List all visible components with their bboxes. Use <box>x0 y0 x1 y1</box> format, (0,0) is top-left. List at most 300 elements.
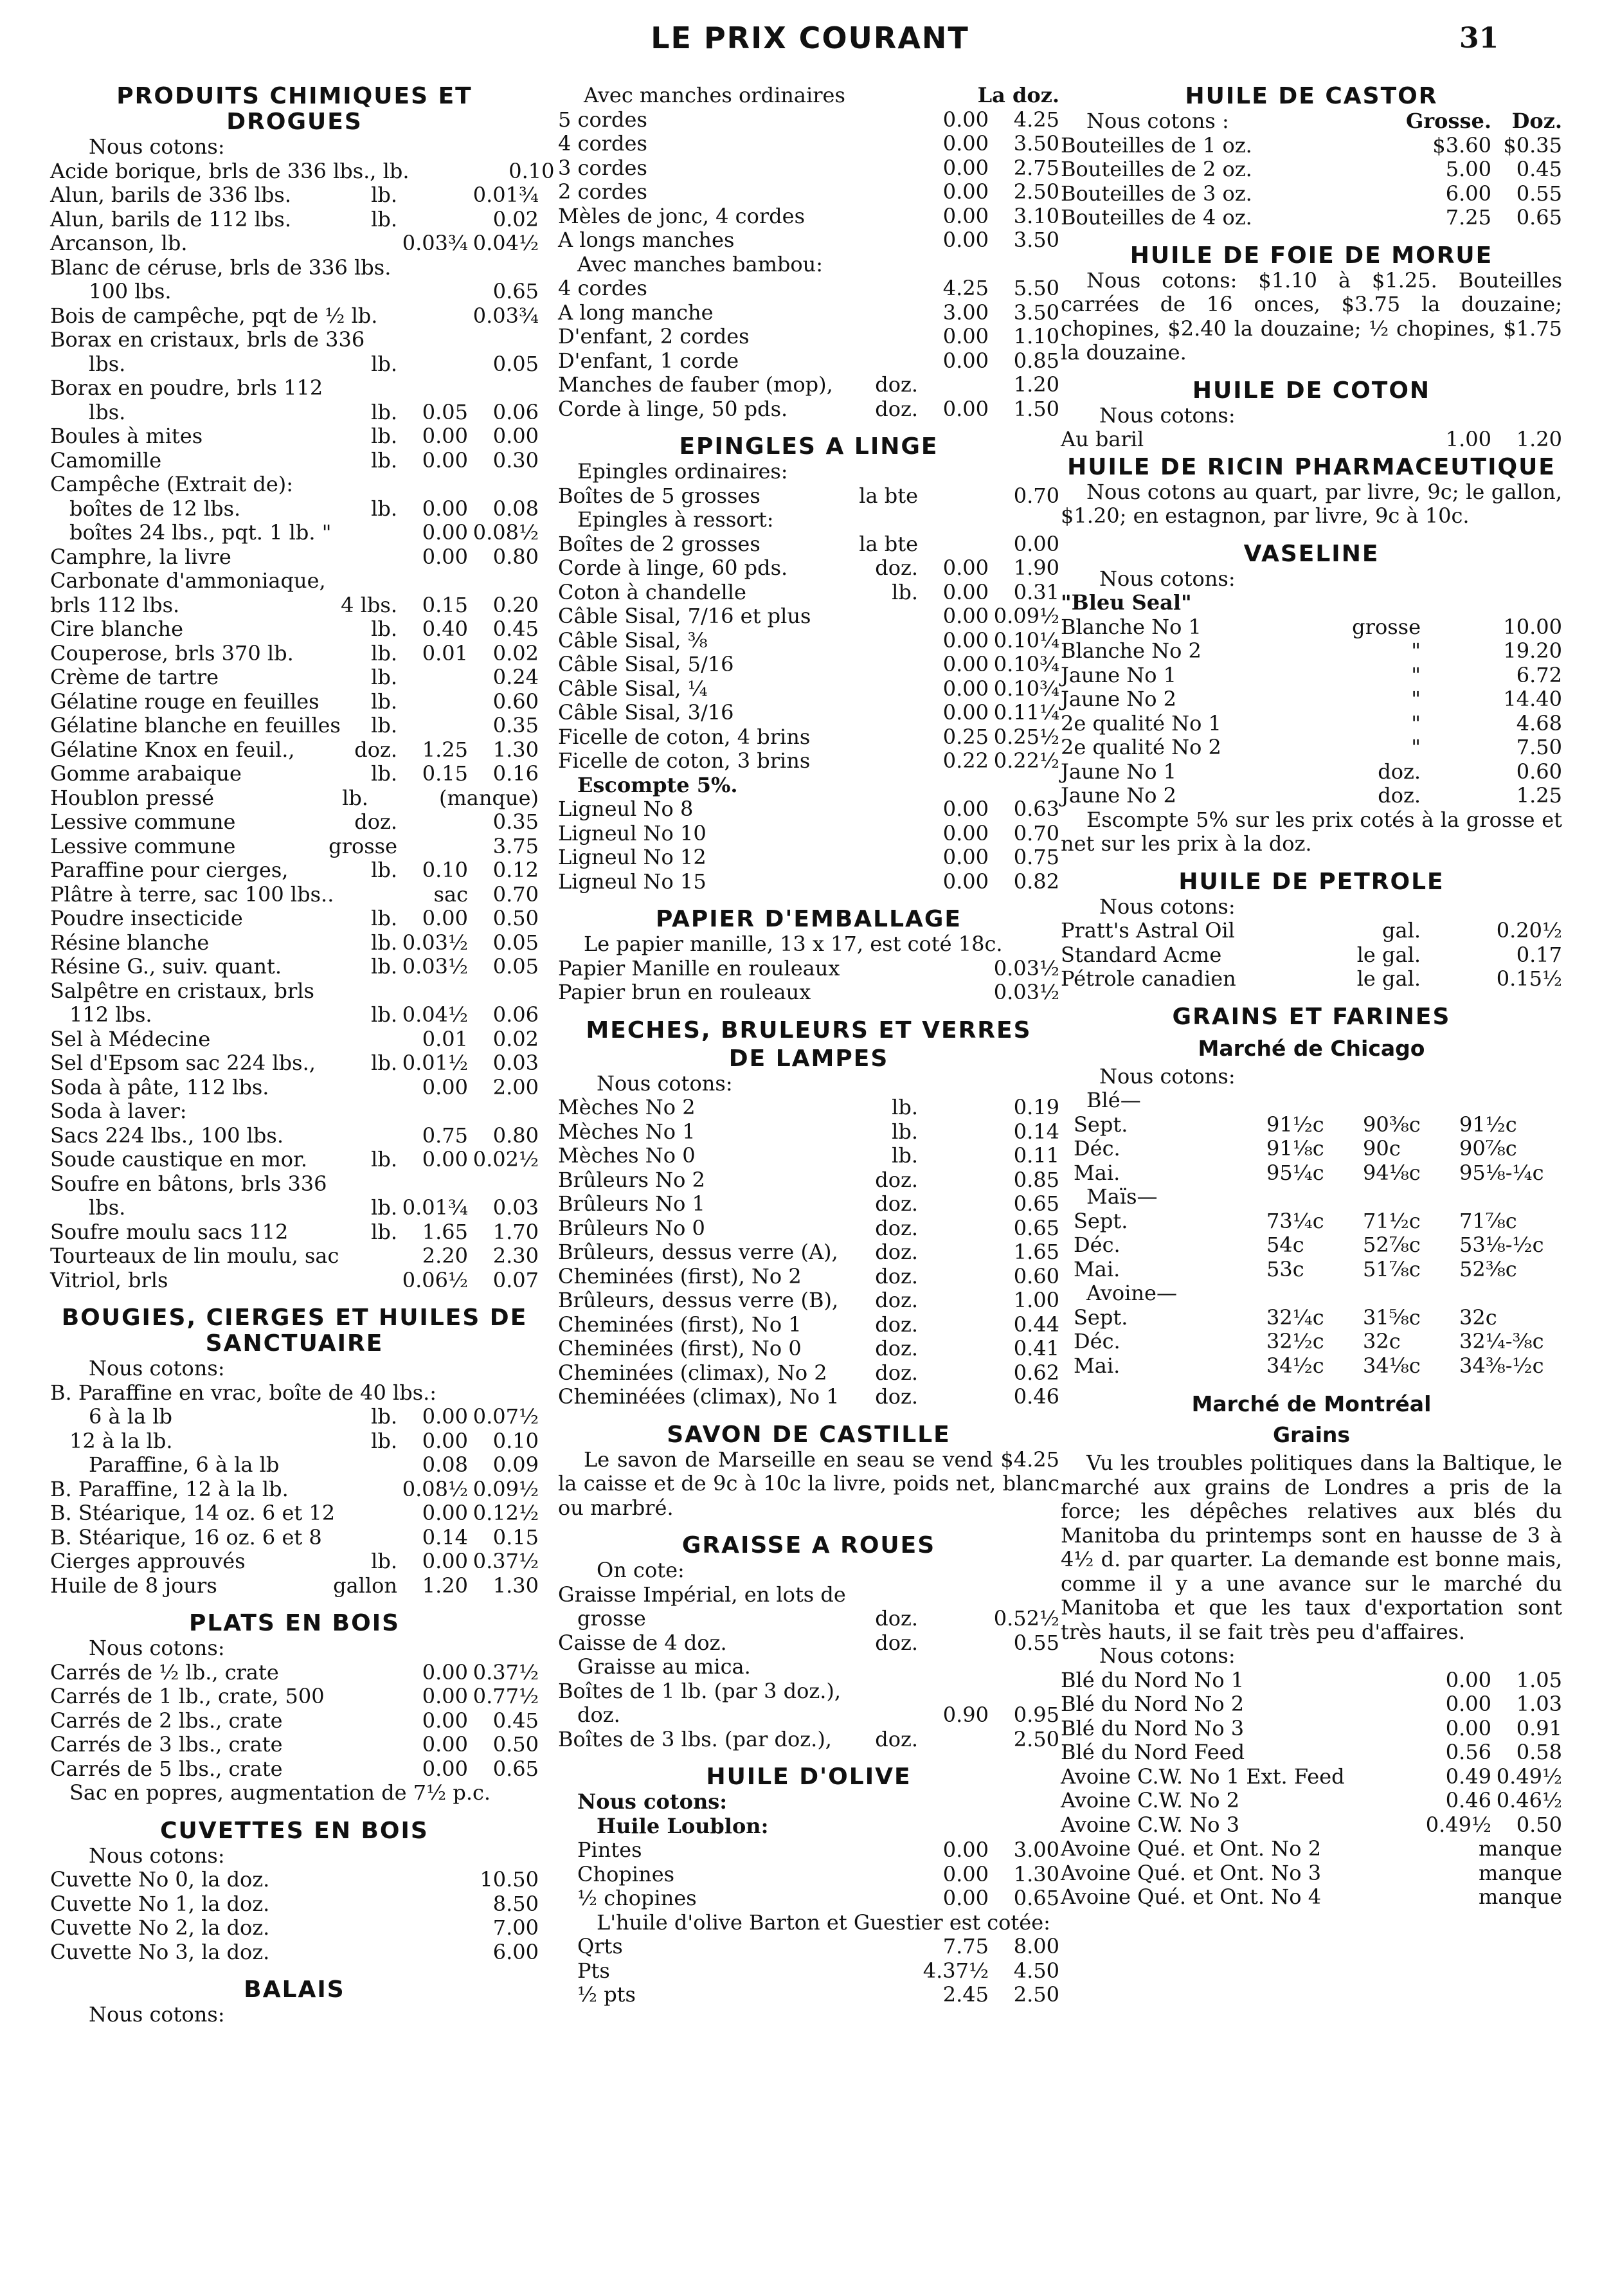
price-row <box>50 931 539 955</box>
price-high: 0.00 <box>492 424 539 448</box>
section-intro: Nous cotons: <box>89 2002 225 2027</box>
price-row <box>50 1916 539 1940</box>
price-list <box>1061 615 1562 808</box>
price-row <box>50 1220 539 1245</box>
price-close: 32¼-⅜c <box>1459 1329 1544 1353</box>
price-high: 0.24 <box>492 665 539 689</box>
price-close: 95⅛-¼c <box>1459 1160 1544 1185</box>
price-row <box>558 1959 1059 1984</box>
price-row <box>1061 736 1562 760</box>
price-low <box>1408 1861 1479 1886</box>
price-row <box>558 1703 1059 1728</box>
price-row <box>50 401 539 425</box>
item-name: Brûleurs No 2 <box>558 1167 705 1192</box>
price-low <box>918 1790 989 1814</box>
price-low <box>918 1120 989 1144</box>
item-name: Poudre insecticide <box>50 906 243 930</box>
price-high: 0.45 <box>1516 157 1562 181</box>
grain-row <box>1061 1113 1562 1137</box>
item-name: Avoine C.W. No 1 Ext. Feed <box>1061 1764 1345 1789</box>
item-unit: lb. <box>371 1051 397 1075</box>
price-row <box>558 156 1059 181</box>
price-row <box>1061 919 1562 943</box>
price-high: 0.49½ <box>1496 1764 1562 1789</box>
price-low <box>1408 1885 1479 1910</box>
item-name: 2 cordes <box>558 179 647 204</box>
item-name: Sacs 224 lbs., 100 lbs. <box>50 1123 284 1148</box>
price-row <box>558 132 1059 156</box>
price-row <box>558 508 1059 532</box>
price-low <box>1421 967 1491 991</box>
price-row <box>558 797 1059 822</box>
price-close: 52⅜c <box>1459 1256 1517 1281</box>
item-unit: " <box>1411 687 1421 711</box>
price-low: 0.00 <box>942 628 989 653</box>
item-unit: le gal. <box>1356 942 1421 967</box>
item-unit: lb. <box>371 906 397 930</box>
item-unit: lb. <box>371 351 397 376</box>
item-name: Cire blanche <box>50 617 183 641</box>
price-low: 0.00 <box>942 228 989 252</box>
item-unit: lb. <box>371 640 397 665</box>
price-low: 0.46 <box>1445 1788 1491 1812</box>
price-low: 71½c <box>1363 1208 1421 1233</box>
item-unit: " <box>1411 638 1421 663</box>
item-name: Pintes <box>577 1838 642 1862</box>
price-row <box>50 955 539 979</box>
grain-row <box>1061 1330 1562 1354</box>
price-row <box>50 352 539 377</box>
price-high: 0.06 <box>492 1002 539 1027</box>
price-low: 0.00 <box>422 906 468 930</box>
price-row <box>50 593 539 618</box>
price-high: 1.70 <box>492 1219 539 1244</box>
item-name: Epingles à ressort: <box>577 507 774 532</box>
price-low <box>918 1240 989 1265</box>
section-intro: Nous cotons: <box>89 134 225 159</box>
price-row <box>50 1381 539 1406</box>
item-name: Brûleurs, dessus verre (A), <box>558 1240 838 1264</box>
item-name: Carbonate d'ammoniaque, <box>50 568 326 593</box>
item-name: Blé du Nord Feed <box>1061 1740 1245 1764</box>
item-name: Vitriol, brls <box>50 1267 168 1292</box>
price-high: 0.35 <box>492 713 539 737</box>
item-name: D'enfant, 2 cordes <box>558 324 750 348</box>
section-title: GRAINS ET FARINES <box>1172 1003 1451 1030</box>
item-unit: doz. <box>1378 783 1421 808</box>
price-list <box>558 460 1059 894</box>
price-low: 0.06½ <box>402 1267 468 1292</box>
item-name: Gélatine Knox en feuil., <box>50 737 295 762</box>
item-name: 3 cordes <box>558 155 647 180</box>
price-row <box>1061 639 1562 664</box>
price-row <box>558 397 1059 422</box>
price-high: 10.50 <box>480 1867 539 1892</box>
price-low <box>918 1288 989 1313</box>
price-row <box>50 1526 539 1550</box>
price-high: 1.30 <box>492 1573 539 1598</box>
item-name: Camphre, la livre <box>50 544 231 569</box>
item-unit: doz. <box>875 1167 918 1192</box>
price-high: 0.45 <box>492 617 539 641</box>
price-high: 0.03½ <box>993 980 1059 1004</box>
price-low: 52⅞c <box>1363 1233 1421 1257</box>
price-high: 0.52½ <box>993 1606 1059 1631</box>
price-row <box>558 325 1059 349</box>
price-low: 0.00 <box>422 1708 468 1733</box>
price-row <box>50 979 539 1004</box>
price-high: 0.02½ <box>473 1147 539 1171</box>
item-name: Papier brun en rouleaux <box>558 980 811 1004</box>
item-unit: lb. <box>371 447 397 473</box>
item-name: Soda à laver: <box>50 1099 187 1123</box>
price-low: 0.00 <box>942 1861 989 1886</box>
section-text: Le savon de Marseille en seau se vend $4.25 la caisse et de 9c à 10c la livre, poids net, blanc ou marbré. <box>558 1447 1059 1520</box>
price-row <box>50 883 539 907</box>
price-low: 0.00 <box>942 348 989 373</box>
price-low <box>368 786 439 811</box>
price-close: 53⅛-½c <box>1459 1233 1544 1257</box>
price-list <box>1061 428 1562 452</box>
item-name: boîtes 24 lbs., pqt. 1 lb. " <box>69 520 332 545</box>
price-low <box>1238 1089 1334 1113</box>
item-unit: lb. <box>371 713 397 737</box>
price-low: 31⅝c <box>1363 1305 1421 1330</box>
price-high <box>989 773 1059 798</box>
item-name: Cheminées (first), No 0 <box>558 1336 802 1360</box>
market-subtitle: Grains <box>1272 1422 1351 1447</box>
price-row <box>1061 615 1562 640</box>
price-low: 90c <box>1363 1136 1401 1161</box>
price-row <box>50 1892 539 1917</box>
price-open <box>1141 1089 1238 1113</box>
price-low: 0.00 <box>942 869 989 894</box>
price-list <box>558 957 1059 1005</box>
item-name: Gomme arabaique <box>50 761 242 786</box>
price-high: (manque) <box>438 785 539 810</box>
price-high: 0.80 <box>492 544 539 569</box>
price-high: 0.37½ <box>473 1659 539 1685</box>
price-high: 0.00 <box>1013 531 1059 556</box>
price-high: 0.60 <box>1516 759 1562 784</box>
price-low <box>413 159 484 184</box>
grain-row <box>1061 1354 1562 1379</box>
section-intro: Nous cotons: <box>89 1636 225 1660</box>
item-unit: doz. <box>875 1240 918 1264</box>
price-high: 1.30 <box>492 737 539 762</box>
item-name: Blanche No 2 <box>1061 638 1202 663</box>
price-row <box>50 569 539 593</box>
item-name: Boîtes de 2 grosses <box>558 531 760 556</box>
price-low: 5.00 <box>1445 157 1491 181</box>
price-row <box>50 208 539 232</box>
price-high <box>989 1814 1059 1839</box>
item-name: Bouteilles de 3 oz. <box>1061 181 1252 206</box>
price-low: 1.25 <box>422 737 468 762</box>
price-high: 10.00 <box>1503 614 1562 639</box>
price-row <box>558 1096 1059 1120</box>
item-name: Jaune No 1 <box>1061 759 1177 784</box>
price-row <box>558 349 1059 374</box>
item-name: Lessive commune <box>50 809 236 834</box>
price-open: 53c <box>1266 1256 1304 1281</box>
price-low: 1.20 <box>422 1573 468 1598</box>
price-low: 0.04½ <box>402 1002 468 1027</box>
item-name: brls 112 lbs. <box>50 592 180 617</box>
price-low <box>918 508 989 532</box>
item-name: Cierges approuvés <box>50 1549 246 1573</box>
item-name: Pts <box>577 1958 610 1983</box>
price-row <box>558 1337 1059 1361</box>
item-name: Caisse de 4 doz. <box>558 1630 727 1655</box>
item-unit: lb. <box>371 665 397 689</box>
price-row <box>50 714 539 738</box>
price-high: 0.07½ <box>473 1404 539 1429</box>
price-high: 0.65 <box>1013 1215 1059 1240</box>
item-name: A longs manches <box>558 228 735 252</box>
item-name: Graisse au mica. <box>577 1654 751 1679</box>
item-name: Carrés de 3 lbs., crate <box>50 1732 283 1757</box>
price-low: 2.45 <box>942 1982 989 2007</box>
price-low: 0.01 <box>422 640 468 665</box>
price-row <box>50 1099 539 1124</box>
price-high: 6.72 <box>1516 662 1562 687</box>
price-row <box>558 1144 1059 1168</box>
price-row <box>558 1838 1059 1863</box>
item-name: Cuvette No 3, la doz. <box>50 1939 270 1964</box>
item-name: Avoine Qué. et Ont. No 2 <box>1061 1836 1322 1861</box>
price-high: 0.91 <box>1516 1715 1562 1740</box>
section-title: MECHES, BRULEURS ET VERRES <box>586 1017 1032 1044</box>
item-name: grosse <box>577 1606 646 1631</box>
price-open: 95¼c <box>1266 1160 1324 1185</box>
section-text: Nous cotons: $1.10 à $1.25. Bouteilles carrées de 16 onces, $3.75 la douzaine; chopines, $2.40 la douzaine; ½ chopines, $1.75 la douzaine. <box>1061 267 1562 365</box>
price-high: 0.30 <box>492 447 539 473</box>
price-high: 0.05 <box>492 954 539 979</box>
item-name: Gélatine blanche en feuilles <box>50 713 341 737</box>
section-title-line-2: DE LAMPES <box>728 1045 889 1072</box>
price-low: 0.00 <box>942 324 989 348</box>
price-high: 0.46½ <box>1496 1788 1562 1812</box>
price-high: 2.50 <box>1013 179 1059 204</box>
price-low: 0.01¾ <box>402 1195 468 1220</box>
price-row <box>558 1728 1059 1752</box>
price-low: 7.25 <box>1445 205 1491 230</box>
price-row <box>50 497 539 521</box>
item-unit: lb. <box>371 617 397 641</box>
price-high: 0.80 <box>492 1123 539 1148</box>
price-low: 0.00 <box>942 604 989 628</box>
price-high: 0.09½ <box>993 604 1059 628</box>
item-unit: lb. <box>371 424 397 448</box>
price-low <box>397 376 468 401</box>
price-row <box>50 1685 539 1709</box>
item-name: boîtes de 12 lbs. <box>69 496 241 521</box>
price-row <box>1061 1717 1562 1741</box>
item-unit: la bte <box>859 483 918 508</box>
price-row <box>50 545 539 570</box>
price-row <box>558 1631 1059 1656</box>
price-high: 0.31 <box>1013 579 1059 604</box>
price-low: 0.00 <box>422 1404 468 1429</box>
price-low: 0.90 <box>942 1703 989 1727</box>
brand-name: "Bleu Seal" <box>1061 590 1192 615</box>
price-low <box>918 1096 989 1120</box>
price-low <box>397 1172 468 1197</box>
price-low <box>397 473 468 497</box>
price-low: 51⅞c <box>1363 1256 1421 1281</box>
item-unit: doz. <box>875 1606 918 1631</box>
item-name: Bouteilles de 4 oz. <box>1061 205 1252 230</box>
price-row <box>50 762 539 786</box>
month-label: Sept. <box>1074 1112 1128 1137</box>
page-title: LE PRIX COURANT <box>651 21 969 55</box>
page-number: 31 <box>1459 22 1499 55</box>
price-row <box>50 1429 539 1454</box>
item-name: 6 à la lb <box>89 1404 172 1429</box>
item-name: L'huile d'olive Barton et Guestier est cotée: <box>597 1910 1050 1935</box>
section-text: Nous cotons au quart, par livre, 9c; le gallon, $1.20; en estagnon, par livre, 9c à 10c. <box>1061 479 1562 528</box>
price-low <box>397 256 468 280</box>
item-name: Câble Sisal, 7/16 et plus <box>558 604 811 628</box>
price-row <box>558 1361 1059 1386</box>
price-row <box>558 1385 1059 1409</box>
price-close: 71⅞c <box>1459 1208 1517 1233</box>
price-low: $3.60 <box>1432 132 1491 158</box>
section-title: GRAISSE A ROUES <box>681 1532 936 1559</box>
item-name: Corde à linge, 50 pds. <box>558 396 788 421</box>
price-low: 0.08 <box>422 1452 468 1477</box>
item-unit: doz. <box>875 1336 918 1360</box>
price-row <box>50 1781 539 1805</box>
price-row <box>50 231 539 256</box>
item-name: Gélatine rouge en feuilles <box>50 689 320 714</box>
price-low <box>397 810 468 835</box>
price-high: manque <box>1478 1860 1562 1885</box>
item-unit: doz. <box>875 1360 918 1385</box>
item-name: Avoine Qué. et Ont. No 4 <box>1061 1885 1322 1909</box>
item-unit: doz. <box>875 1384 918 1409</box>
price-row <box>1061 182 1562 206</box>
item-unit: doz. <box>875 372 918 397</box>
price-high: 0.11¼ <box>993 700 1059 725</box>
price-low: 0.03½ <box>402 930 468 955</box>
grain-row <box>1061 1161 1562 1186</box>
item-name: Ligneul No 8 <box>558 797 694 821</box>
price-high: 0.55 <box>1013 1630 1059 1655</box>
price-list <box>558 1790 1059 2007</box>
price-low: 6.00 <box>1445 181 1491 206</box>
price-high: 8.00 <box>1013 1934 1059 1958</box>
price-low: 7.75 <box>942 1934 989 1958</box>
item-unit: doz. <box>354 737 397 762</box>
section-title: VASELINE <box>1243 540 1380 567</box>
price-low <box>918 373 989 397</box>
price-row <box>50 810 539 835</box>
price-low <box>918 484 989 509</box>
price-low <box>1421 639 1491 664</box>
price-high: 1.30 <box>1013 1861 1059 1886</box>
price-high: 0.65 <box>1013 1886 1059 1910</box>
price-low: 0.00 <box>942 556 989 580</box>
price-close <box>1351 1185 1563 1209</box>
price-row <box>558 108 1059 132</box>
price-low: 34⅛c <box>1363 1353 1421 1378</box>
price-row <box>50 1196 539 1220</box>
item-name: Carrés de 1 lb., crate, 500 <box>50 1684 325 1708</box>
item-name: Blanche No 1 <box>1061 614 1202 639</box>
price-high: 0.20 <box>492 592 539 617</box>
item-name: Carrés de 2 lbs., crate <box>50 1708 283 1733</box>
price-low: 0.00 <box>942 652 989 676</box>
price-high <box>468 473 539 497</box>
price-row <box>558 725 1059 750</box>
price-row <box>558 484 1059 509</box>
price-row <box>558 1655 1059 1679</box>
price-high: 3.50 <box>1013 300 1059 325</box>
price-high: 0.19 <box>1013 1095 1059 1119</box>
month-label: Mai. <box>1074 1256 1120 1281</box>
price-low: 0.00 <box>422 1549 468 1573</box>
price-row <box>558 981 1059 1005</box>
price-high: 0.02 <box>492 640 539 665</box>
price-high: 1.10 <box>1013 324 1059 348</box>
item-unit: lb. <box>371 1219 397 1244</box>
price-row <box>50 328 539 352</box>
item-unit: lb. <box>371 1002 397 1027</box>
price-high: 0.62 <box>1013 1360 1059 1385</box>
price-high: 0.14 <box>1013 1119 1059 1144</box>
item-name: Ligneul No 12 <box>558 845 706 869</box>
price-high: 4.25 <box>1013 107 1059 132</box>
item-name: D'enfant, 1 corde <box>558 348 739 373</box>
grain-row <box>1061 1306 1562 1330</box>
month-label: Déc. <box>1074 1136 1120 1161</box>
price-low <box>397 280 468 304</box>
section-title: BOUGIES, CIERGES ET HUILES DE SANCTUAIRE <box>61 1305 528 1357</box>
price-low <box>918 253 989 277</box>
price-row <box>558 1265 1059 1289</box>
price-high <box>468 1172 539 1197</box>
price-high: 0.77½ <box>473 1684 539 1708</box>
item-name: Brûleurs No 0 <box>558 1215 705 1240</box>
column-header <box>1061 109 1562 134</box>
item-unit: lb. <box>371 954 397 979</box>
price-low: 0.00 <box>942 845 989 869</box>
price-low: 0.49½ <box>1425 1812 1491 1837</box>
price-high: 0.85 <box>1013 348 1059 373</box>
price-row <box>558 749 1059 773</box>
price-high: 1.20 <box>1516 427 1562 451</box>
price-row <box>1061 1885 1562 1910</box>
price-low <box>918 1385 989 1409</box>
price-row <box>558 556 1059 581</box>
price-high: 0.03½ <box>993 955 1059 981</box>
item-unit: lb. <box>342 785 368 810</box>
item-name: Câble Sisal, 3/16 <box>558 700 734 725</box>
price-high: 0.01¾ <box>473 183 539 207</box>
price-low <box>918 1814 989 1839</box>
grain-table <box>1061 1089 1562 1378</box>
price-row <box>50 1550 539 1574</box>
item-unit: " <box>1411 735 1421 759</box>
price-low <box>397 690 468 714</box>
price-row <box>50 1574 539 1598</box>
price-high: 0.08 <box>492 496 539 521</box>
item-name: Pétrole canadien <box>1061 966 1236 991</box>
price-low <box>918 773 989 798</box>
price-row <box>50 617 539 642</box>
